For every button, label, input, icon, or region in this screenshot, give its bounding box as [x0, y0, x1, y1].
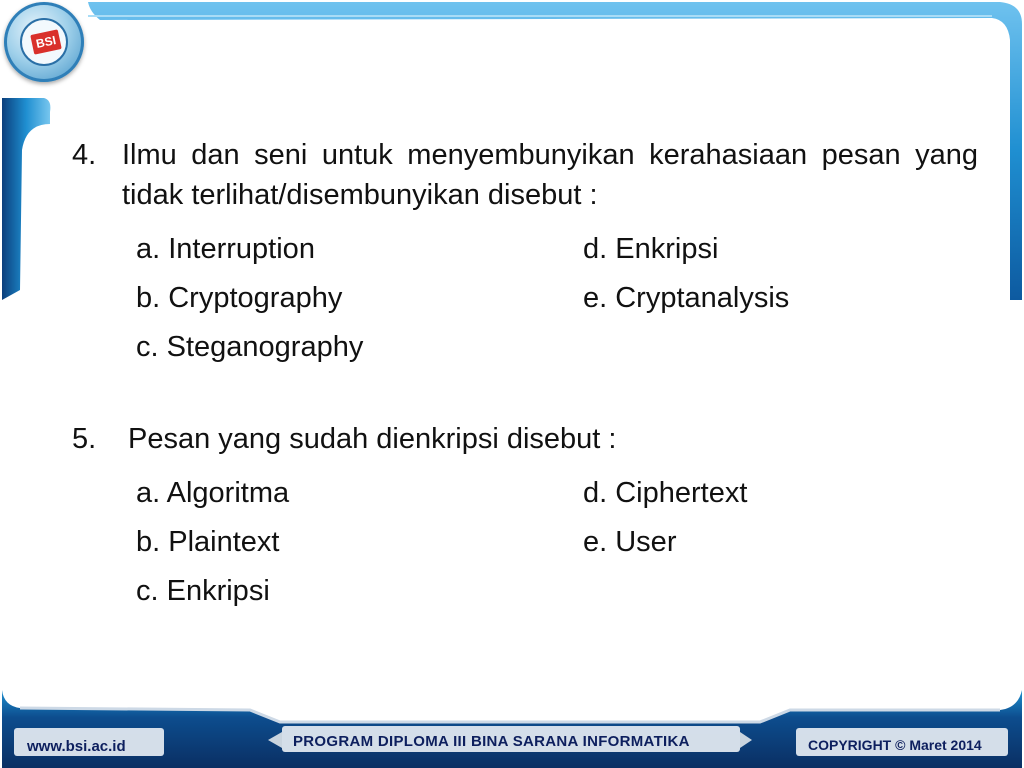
option-d: d. Ciphertext — [583, 476, 748, 509]
slide-content — [72, 135, 978, 615]
question-4-text: Ilmu dan seni untuk menyembunyikan kerahasiaan pesan yang tidak terlihat/disembunyikan disebut : — [122, 139, 978, 211]
question-5-text: Pesan yang sudah dienkripsi disebut : — [128, 423, 617, 455]
footer-url: www.bsi.ac.id — [27, 738, 126, 755]
option-a: a. Interruption — [136, 232, 315, 265]
footer-program: PROGRAM DIPLOMA III BINA SARANA INFORMATIKA — [293, 733, 690, 750]
question-5-options — [136, 468, 978, 615]
option-e: e. User — [583, 525, 677, 558]
option-row — [136, 224, 978, 273]
option-d: d. Enkripsi — [583, 232, 719, 265]
option-row — [136, 517, 978, 566]
question-4-options — [136, 224, 978, 371]
question-4-number: 4. — [72, 139, 97, 171]
option-row — [136, 273, 978, 322]
option-c: c. Steganography — [136, 330, 364, 363]
question-5-number: 5. — [72, 423, 97, 455]
option-e: e. Cryptanalysis — [583, 281, 790, 314]
option-a: a. Algoritma — [136, 476, 290, 509]
bsi-logo — [4, 2, 84, 82]
option-row — [136, 322, 978, 371]
option-b: b. Plaintext — [136, 525, 280, 558]
option-row — [136, 566, 978, 615]
footer-copyright: COPYRIGHT © Maret 2014 — [808, 737, 982, 753]
option-c: c. Enkripsi — [136, 574, 270, 607]
option-b: b. Cryptography — [136, 281, 343, 314]
question-5 — [72, 419, 978, 615]
logo-mark: BSI — [30, 29, 62, 54]
question-4 — [72, 135, 978, 371]
option-row — [136, 468, 978, 517]
